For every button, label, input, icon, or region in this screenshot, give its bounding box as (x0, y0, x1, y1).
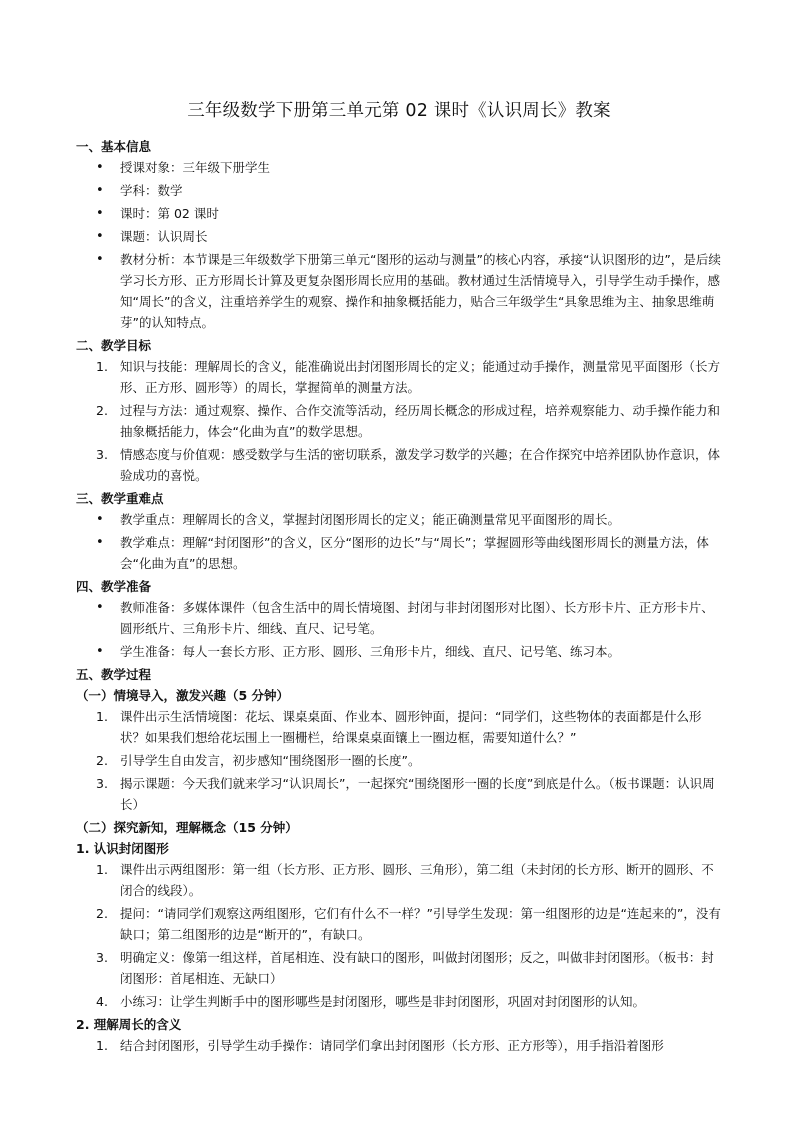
list-item (76, 509, 722, 530)
list-item (76, 532, 722, 574)
list-item (76, 706, 722, 748)
list-item (76, 641, 722, 662)
section-heading-preparation: 四、教学准备 (76, 579, 152, 594)
list-item-text: 学生准备：每人一套长方形、正方形、圆形、三角形卡片，细线、直尺、记号笔、练习本。 (120, 644, 621, 659)
number-marker: 2. (96, 906, 108, 921)
list-item (76, 859, 722, 901)
list-item-text: 情感态度与价值观：感受数学与生活的密切联系，激发学习数学的兴趣；在合作探究中培养团队协作意识，体验成功的喜悦。 (120, 447, 721, 483)
bullet-marker: • (96, 206, 104, 221)
number-marker: 3. (96, 950, 108, 965)
list-item (76, 400, 722, 442)
list-item (76, 903, 722, 945)
section-heading-goals: 二、教学目标 (76, 338, 152, 353)
list-item-text: 明确定义：像第一组这样，首尾相连、没有缺口的图形，叫做封闭图形；反之，叫做非封闭图形。（板书：封闭图形：首尾相连、无缺口） (120, 950, 714, 986)
subsection-heading-explore: （二）探究新知，理解概念（15 分钟） (76, 820, 298, 835)
bullet-marker: • (96, 535, 104, 550)
list-item (76, 597, 722, 639)
document-title: 三年级数学下册第三单元第 02 课时《认识周长》教案 (187, 101, 611, 121)
list-item-text: 揭示课题：今天我们就来学习“认识周长”，一起探究“围绕图形一圈的长度”到底是什么。（板书课题：认识周长） (120, 776, 715, 812)
list-item (76, 773, 722, 815)
list-item-text: 结合封闭图形，引导学生动手操作：请同学们拿出封闭图形（长方形、正方形等），用手指沿着图形 (120, 1038, 664, 1053)
list-item-text: 教师准备：多媒体课件（包含生活中的周长情境图、封闭与非封闭图形对比图）、长方形卡片、正方形卡片、圆形纸片、三角形卡片、细线、直尺、记号笔。 (120, 600, 714, 636)
list-item-text: 课时：第 02 课时 (120, 206, 219, 221)
list-item (76, 203, 722, 224)
preparation-list (76, 597, 722, 662)
number-marker: 1. (96, 862, 108, 877)
list-item-text: 授课对象：三年级下册学生 (120, 160, 271, 175)
list-item-text: 教学难点：理解“封闭图形”的含义，区分“图形的边长”与“周长”；掌握圆形等曲线图形周长的测量方法，体会“化曲为直”的思想。 (120, 535, 709, 571)
list-item (76, 947, 722, 989)
list-item (76, 750, 722, 771)
list-item-text: 小练习：让学生判断手中的图形哪些是封闭图形，哪些是非封闭图形，巩固对封闭图形的认知。 (120, 994, 646, 1009)
list-item (76, 226, 722, 247)
section-heading-process: 五、教学过程 (76, 667, 152, 682)
subsection-heading-closed-shapes: 1. 认识封闭图形 (76, 841, 169, 856)
list-item (76, 157, 722, 178)
goals-list (76, 356, 722, 486)
key-points-list (76, 509, 722, 574)
list-item (76, 356, 722, 398)
closed-shapes-steps-list (76, 859, 722, 1012)
bullet-marker: • (96, 252, 104, 267)
number-marker: 3. (96, 776, 108, 791)
number-marker: 1. (96, 709, 108, 724)
list-item-text: 教学重点：理解周长的含义，掌握封闭图形周长的定义；能正确测量常见平面图形的周长。 (120, 512, 621, 527)
list-item (76, 249, 722, 333)
list-item (76, 1035, 722, 1056)
list-item-text: 学科：数学 (120, 183, 183, 198)
list-item-text: 教材分析：本节课是三年级数学下册第三单元“图形的运动与测量”的核心内容，承接“认识图形的边”，是后续学习长方形、正方形周长计算及更复杂图形周长应用的基础。教材通过生活情境导入，引导学生动手操作，感知“周长”的含义，注重培养学生的观察、操作和抽象概括能力，贴合三年级学生“具象思维为主、抽象思维萌芽”的认知特点。 (120, 252, 721, 330)
bullet-marker: • (96, 600, 104, 615)
bullet-marker: • (96, 644, 104, 659)
list-item-text: 知识与技能：理解周长的含义，能准确说出封闭图形周长的定义；能通过动手操作，测量常见平面图形（长方形、正方形、圆形等）的周长，掌握简单的测量方法。 (120, 359, 721, 395)
bullet-marker: • (96, 160, 104, 175)
list-item-text: 课题：认识周长 (120, 229, 208, 244)
bullet-marker: • (96, 512, 104, 527)
list-item-text: 课件出示生活情境图：花坛、课桌桌面、作业本、圆形钟面，提问：“同学们，这些物体的表面都是什么形状？如果我们想给花坛围上一圈栅栏，给课桌桌面镶上一圈边框，需要知道什么？” (120, 709, 702, 745)
number-marker: 4. (96, 994, 108, 1009)
number-marker: 1. (96, 1038, 108, 1053)
section-heading-key-points: 三、教学重难点 (76, 491, 164, 506)
list-item (76, 444, 722, 486)
section-heading-basic-info: 一、基本信息 (76, 139, 152, 154)
intro-steps-list (76, 706, 722, 815)
list-item (76, 180, 722, 201)
basic-info-list (76, 157, 722, 333)
subsection-heading-intro: （一）情境导入，激发兴趣（5 分钟） (76, 688, 290, 703)
bullet-marker: • (96, 229, 104, 244)
list-item-text: 课件出示两组图形：第一组（长方形、正方形、圆形、三角形），第二组（未封闭的长方形、断开的圆形、不闭合的线段）。 (120, 862, 714, 898)
list-item (76, 991, 722, 1012)
perimeter-meaning-steps-list (76, 1035, 722, 1056)
bullet-marker: • (96, 183, 104, 198)
list-item-text: 引导学生自由发言，初步感知“围绕图形一圈的长度”。 (120, 753, 421, 768)
list-item-text: 提问：“请同学们观察这两组图形，它们有什么不一样？”引导学生发现：第一组图形的边是“连起来的”，没有缺口；第二组图形的边是“断开的”，有缺口。 (120, 906, 721, 942)
number-marker: 3. (96, 447, 108, 462)
list-item-text: 过程与方法：通过观察、操作、合作交流等活动，经历周长概念的形成过程，培养观察能力、动手操作能力和抽象概括能力，体会“化曲为直”的数学思想。 (120, 403, 721, 439)
subsection-heading-perimeter-meaning: 2. 理解周长的含义 (76, 1017, 182, 1032)
number-marker: 2. (96, 753, 108, 768)
number-marker: 1. (96, 359, 108, 374)
number-marker: 2. (96, 403, 108, 418)
document-page (76, 96, 722, 1058)
